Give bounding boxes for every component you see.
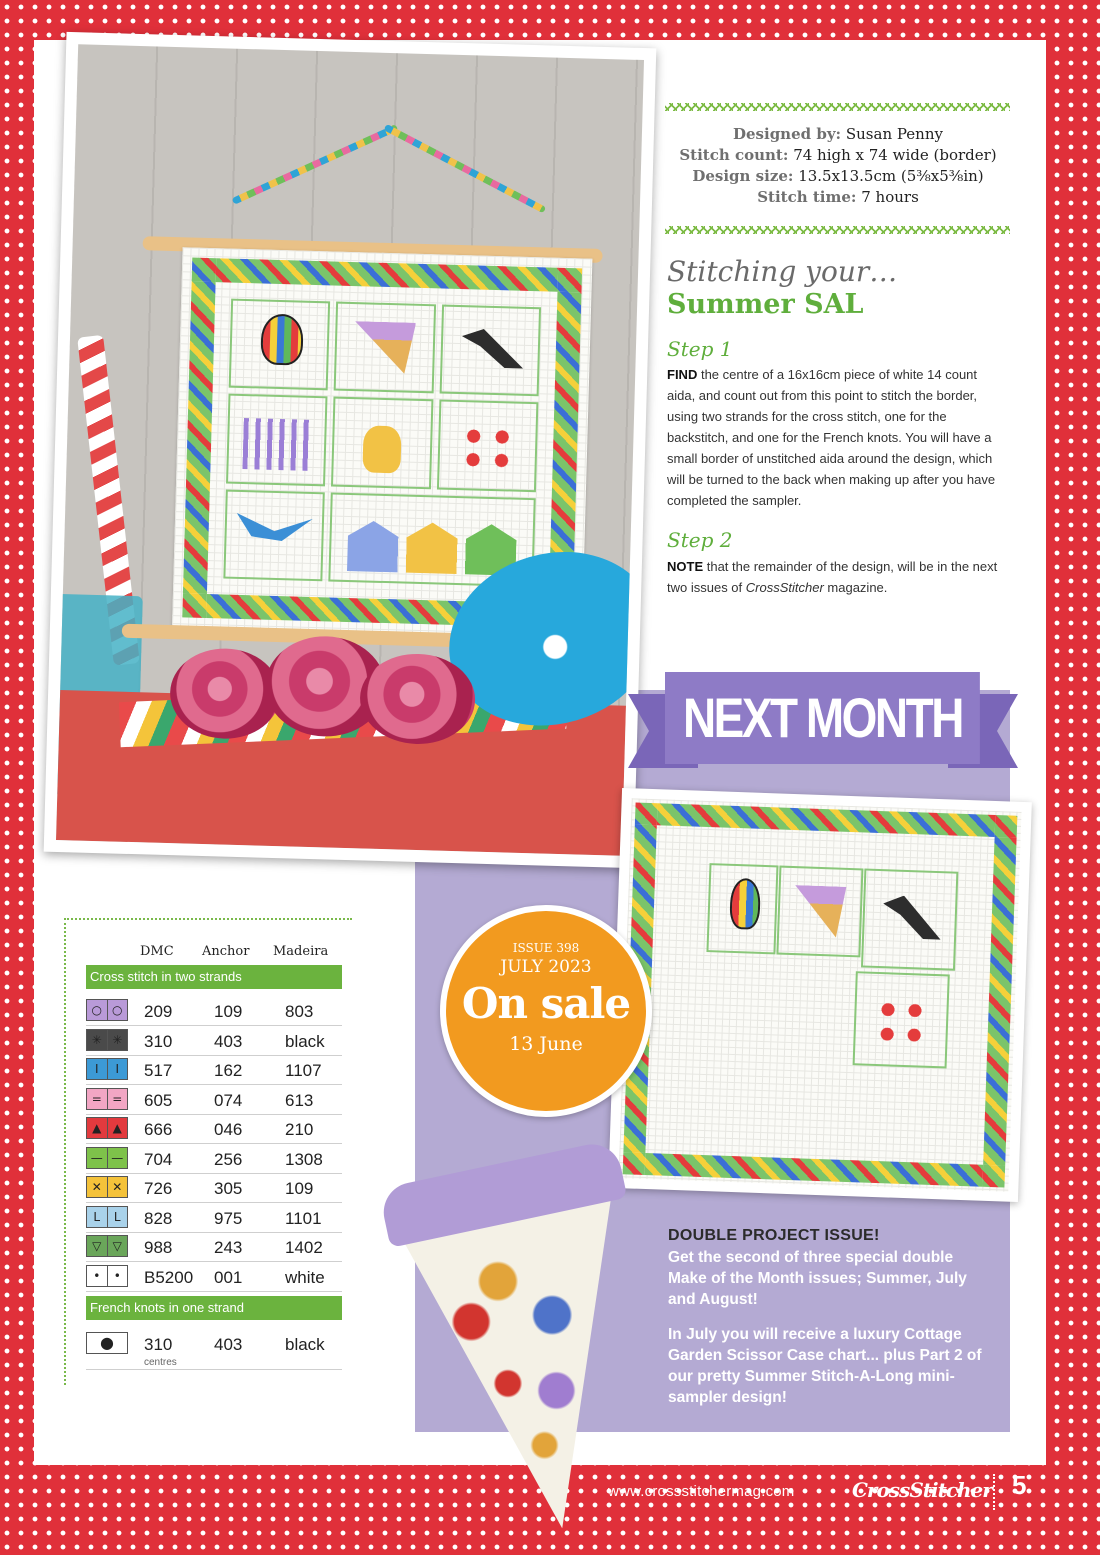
key-section-cross-stitch: Cross stitch in two strands <box>86 965 342 989</box>
swatch-symbol: ✕ <box>87 1177 108 1197</box>
double-project-para-2: In July you will receive a luxury Cottage Garden Scissor Case chart... plus Part 2 of our pretty Summer Stitch-A-Long mini-sampler design! <box>668 1326 982 1406</box>
swatch-symbol: = <box>112 1091 123 1106</box>
color-swatch <box>86 1058 128 1080</box>
balloon-motif <box>229 299 331 391</box>
swatch-symbol: ▲ <box>87 1118 108 1138</box>
header-dmc: DMC <box>140 944 174 959</box>
color-swatch <box>86 1029 128 1051</box>
color-swatch <box>86 1117 128 1139</box>
thread-key <box>64 918 352 1385</box>
swatch-symbol: I <box>115 1062 120 1076</box>
madeira-code: 1402 <box>285 1238 323 1257</box>
balloon-motif <box>706 863 778 954</box>
madeira-code: 1308 <box>285 1149 323 1169</box>
swatch-symbol: ▽ <box>87 1236 108 1256</box>
anchor-code: 109 <box>214 1002 243 1021</box>
dmc-code: 605 <box>144 1090 173 1110</box>
sampler-photo <box>44 32 657 868</box>
madeira-code: black <box>285 1031 325 1051</box>
stitch-time-label: Stitch time: <box>757 188 857 206</box>
heading-line-1: Stitching your… <box>667 255 898 288</box>
dmc-code: 704 <box>144 1149 173 1169</box>
hanging-cord <box>232 124 399 205</box>
step-2-lead: NOTE <box>667 559 704 574</box>
key-row <box>86 1114 342 1144</box>
page-number: 5 <box>1012 1470 1027 1500</box>
step-2-title: Step 2 <box>667 528 733 552</box>
madeira-code: 1101 <box>285 1208 322 1228</box>
anchor-code: 403 <box>214 1031 243 1051</box>
swatch-symbol: ○ <box>112 1003 123 1017</box>
key-section-french-knots: French knots in one strand <box>86 1296 342 1320</box>
color-swatch <box>86 999 128 1021</box>
header-madeira: Madeira <box>273 944 329 959</box>
next-month-sampler-photo <box>608 788 1032 1202</box>
anchor-code: 975 <box>214 1208 243 1228</box>
stitch-count-value: 74 high x 74 wide (border) <box>793 146 997 164</box>
step-2-text <box>667 556 1002 598</box>
step-1-body: the centre of a 16x16cm piece of white 14 count aida, and count out from this point to stitch the border, using two strands for the cross stitch, one for the backstitch, and one for the French knots. You will have a small border of unstitched aida around the design, which will be turned to the back when making up after you have completed the sampler. <box>667 367 996 508</box>
anchor-code: 243 <box>214 1238 243 1257</box>
anchor-code: 162 <box>214 1061 243 1080</box>
swatch-symbol: ▽ <box>112 1239 122 1253</box>
photo-scene <box>56 44 644 855</box>
dmc-code: 209 <box>144 1002 173 1021</box>
madeira-code: 109 <box>285 1179 314 1198</box>
anchor-code: 256 <box>214 1149 243 1169</box>
website-url[interactable]: www.crossstitchermag.com <box>608 1483 795 1500</box>
swatch-symbol: ✕ <box>112 1180 123 1194</box>
footer-divider <box>993 1474 995 1510</box>
knot-symbol: ● <box>100 1333 114 1352</box>
knot-dmc: 310 <box>144 1335 173 1354</box>
swatch-symbol: L <box>87 1207 108 1227</box>
design-size-label: Design size: <box>692 167 794 185</box>
on-sale-badge <box>440 905 652 1117</box>
key-row <box>86 996 342 1026</box>
design-credits <box>668 124 1008 208</box>
swatch-symbol: ✳ <box>112 1032 123 1047</box>
swatch-symbol: — <box>111 1150 124 1165</box>
stitch-count-label: Stitch count: <box>679 146 789 164</box>
step-2-end: magazine. <box>823 580 888 595</box>
double-project-para-1: Get the second of three special double Make of the Month issues; Summer, July and August! <box>668 1249 967 1308</box>
step-2-body: that the remainder of the design, will be in the next two issues of <box>667 559 998 595</box>
ice-cream-motif <box>334 302 436 394</box>
color-swatch <box>86 1235 128 1257</box>
swatch-symbol: L <box>113 1209 121 1224</box>
dmc-code: 726 <box>144 1179 173 1198</box>
madeira-code: 803 <box>285 1002 314 1021</box>
strawberry-motif <box>853 971 950 1068</box>
key-row <box>86 1232 342 1262</box>
color-swatch <box>86 1206 128 1228</box>
issue-number: ISSUE 398 <box>512 941 580 955</box>
swatch-symbol: ▲ <box>112 1121 122 1135</box>
color-swatch <box>86 1265 128 1287</box>
color-swatch <box>86 1088 128 1110</box>
swatch-symbol: • <box>87 1266 108 1286</box>
step-1-text <box>667 364 1002 511</box>
designer-name: Susan Penny <box>845 125 943 143</box>
anchor-code: 074 <box>214 1090 243 1110</box>
zigzag-divider <box>665 226 1010 234</box>
key-row-french-knot <box>86 1329 342 1370</box>
knot-anchor: 403 <box>214 1335 243 1354</box>
stitch-time-value: 7 hours <box>861 188 919 206</box>
sampler-motifs <box>223 299 541 588</box>
dmc-code: B5200 <box>144 1267 194 1287</box>
madeira-code: 210 <box>285 1120 314 1139</box>
puffin-motif <box>439 305 541 397</box>
on-sale-date: 13 June <box>509 1033 583 1055</box>
next-month-flower-border <box>623 802 1018 1187</box>
anchor-code: 305 <box>214 1179 243 1198</box>
designed-by-label: Designed by: <box>733 125 842 143</box>
puffin-motif <box>861 868 958 970</box>
double-project-title: DOUBLE PROJECT ISSUE! <box>668 1227 880 1244</box>
lavender-motif <box>226 394 328 486</box>
heading-line-2: Summer SAL <box>667 289 864 320</box>
issue-month: JULY 2023 <box>500 957 592 977</box>
step-1-title: Step 1 <box>667 337 733 361</box>
knot-madeira: black <box>285 1335 325 1354</box>
magazine-name: CrossStitcher <box>745 580 824 595</box>
on-sale-label: On sale <box>461 979 631 1028</box>
color-swatch <box>86 1147 128 1169</box>
key-row <box>86 1144 342 1174</box>
color-swatch <box>86 1176 128 1198</box>
key-row <box>86 1203 342 1233</box>
key-row <box>86 1173 342 1203</box>
french-knot-swatch <box>86 1332 128 1354</box>
swallow-motif <box>223 489 325 581</box>
swatch-symbol: I <box>87 1059 108 1079</box>
madeira-code: white <box>285 1267 325 1287</box>
dmc-code: 988 <box>144 1238 173 1257</box>
step-1-lead: FIND <box>667 367 698 382</box>
dmc-code: 310 <box>144 1031 173 1051</box>
swatch-symbol: • <box>113 1268 121 1283</box>
strawberry-motif <box>437 400 539 492</box>
anchor-code: 046 <box>214 1120 243 1139</box>
rabbit-motif <box>331 397 433 489</box>
anchor-code: 001 <box>214 1267 243 1287</box>
swatch-symbol: — <box>87 1148 108 1168</box>
key-row <box>86 1055 342 1085</box>
key-row <box>86 1026 342 1056</box>
key-row <box>86 1262 342 1292</box>
dmc-code: 517 <box>144 1061 173 1080</box>
next-month-banner: NEXT MONTH <box>665 672 980 764</box>
ice-cream-motif <box>776 866 863 958</box>
swatch-symbol: ○ <box>87 1000 108 1020</box>
header-anchor: Anchor <box>202 944 250 959</box>
magazine-logo: CrossStitcher <box>852 1478 992 1502</box>
hanging-cord <box>384 124 547 214</box>
madeira-code: 1107 <box>285 1061 322 1080</box>
swatch-symbol: ✳ <box>87 1030 108 1050</box>
madeira-code: 613 <box>285 1090 314 1110</box>
zigzag-divider <box>665 103 1010 111</box>
dmc-code: 666 <box>144 1120 173 1139</box>
key-row <box>86 1085 342 1115</box>
knot-note: centres <box>144 1357 177 1368</box>
swatch-symbol: = <box>87 1089 108 1109</box>
dmc-code: 828 <box>144 1208 173 1228</box>
design-size-value: 13.5x13.5cm (5⅜x5⅜in) <box>798 167 984 185</box>
